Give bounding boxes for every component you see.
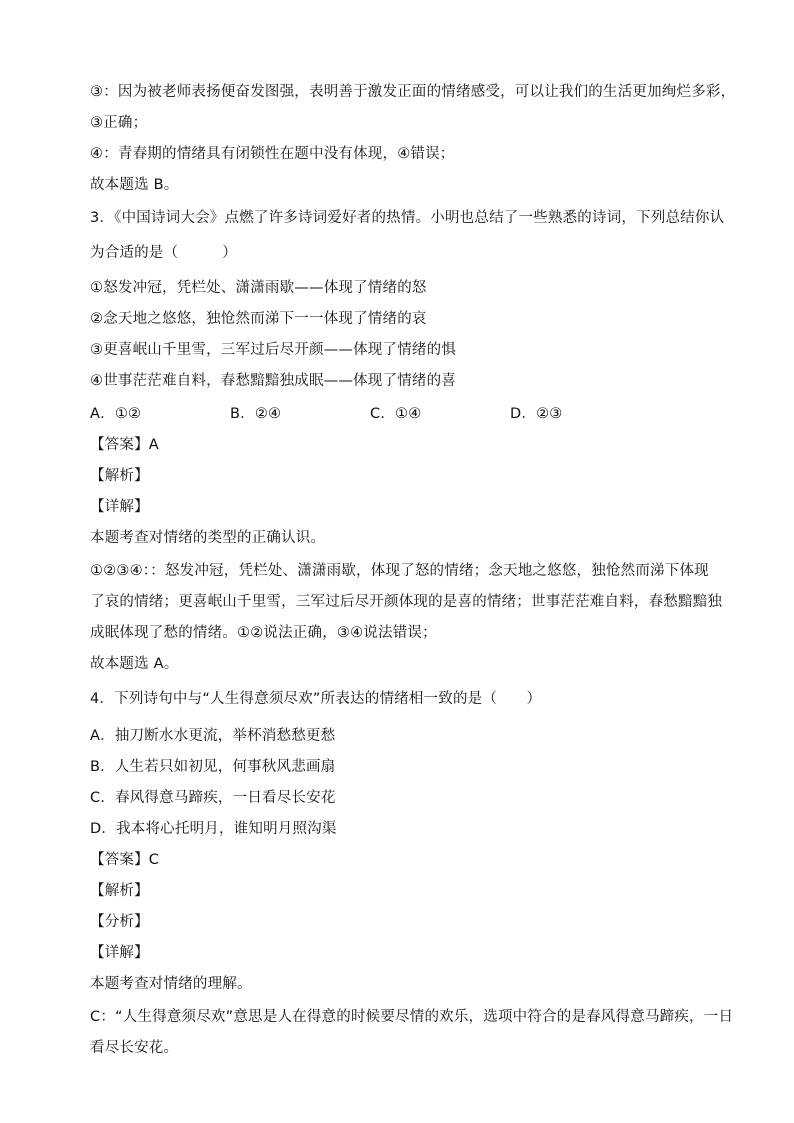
answer-label: 【答案】A (90, 437, 159, 453)
question-3-stem: 3．《中国诗词大会》点燃了许多诗词爱好者的热情。小明也总结了一些熟悉的诗词，下列总结你认 (90, 210, 725, 226)
explanation-line: 本题考查对情绪的理解。 (90, 976, 252, 992)
text-line: 故本题选 B。 (90, 177, 179, 193)
analysis-sub-label: 【分析】 (90, 914, 149, 930)
option-b: B．②④ (230, 406, 282, 422)
option-a: A．①② (90, 406, 142, 422)
explanation-line: 了哀的情绪；更喜岷山千里雪，三军过后尽开颜体现的是喜的情绪；世事茫茫难自料，春愁黯黯独 (90, 594, 723, 610)
question-3-item: ③更喜岷山千里雪，三军过后尽开颜——体现了情绪的惧 (90, 342, 456, 358)
explanation-line: 看尽长安花。 (90, 1040, 179, 1056)
option-a: A．抽刀断水水更流，举杯消愁愁更愁 (90, 728, 336, 744)
explanation-line: C：“人生得意须尽欢”意思是人在得意的时候要尽情的欢乐，选项中符合的是春风得意马蹄疾，一日 (90, 1009, 734, 1025)
explanation-line: 成眠体现了愁的情绪。①②说法正确，③④说法错误； (90, 625, 437, 641)
option-d: D．②③ (510, 406, 563, 422)
question-4-stem: 4．下列诗句中与“人生得意须尽欢”所表达的情绪相一致的是（ ） (90, 691, 542, 707)
question-3-options (90, 403, 710, 425)
analysis-label: 【解析】 (90, 883, 149, 899)
option-c: C．①④ (370, 406, 422, 422)
option-c: C．春风得意马蹄疾，一日看尽长安花 (90, 790, 336, 806)
detail-label: 【详解】 (90, 499, 149, 515)
text-line: ③：因为被老师表扬便奋发图强，表明善于激发正面的情绪感受，可以让我们的生活更加绚烂多彩， (90, 84, 736, 100)
option-b: B．人生若只如初见，何事秋风悲画扇 (90, 759, 336, 775)
question-3-item: ④世事茫茫难自料，春愁黯黯独成眠——体现了情绪的喜 (90, 373, 456, 389)
detail-label: 【详解】 (90, 945, 149, 961)
question-3-item: ②念天地之悠悠，独怆然而涕下一一体现了情绪的哀 (90, 311, 427, 327)
analysis-label: 【解析】 (90, 468, 149, 484)
explanation-line: 本题考查对情绪的类型的正确认识。 (90, 530, 326, 546)
explanation-line: ①②③④：：怒发冲冠，凭栏处、潇潇雨歇，体现了怒的情绪；念天地之悠悠，独怆然而涕下体现 (90, 563, 709, 579)
option-d: D．我本将心托明月，谁知明月照沟渠 (90, 821, 337, 837)
question-3-item: ①怒发冲冠，凭栏处、潇潇雨歇——体现了情绪的怒 (90, 280, 427, 296)
text-line: ④：青春期的情绪具有闭锁性在题中没有体现，④错误； (90, 146, 455, 162)
question-3-stem: 为合适的是（ ） (90, 245, 237, 261)
text-line: 故本题选 A。 (90, 656, 179, 672)
answer-label: 【答案】C (90, 852, 160, 868)
text-line: ③正确； (90, 115, 148, 131)
